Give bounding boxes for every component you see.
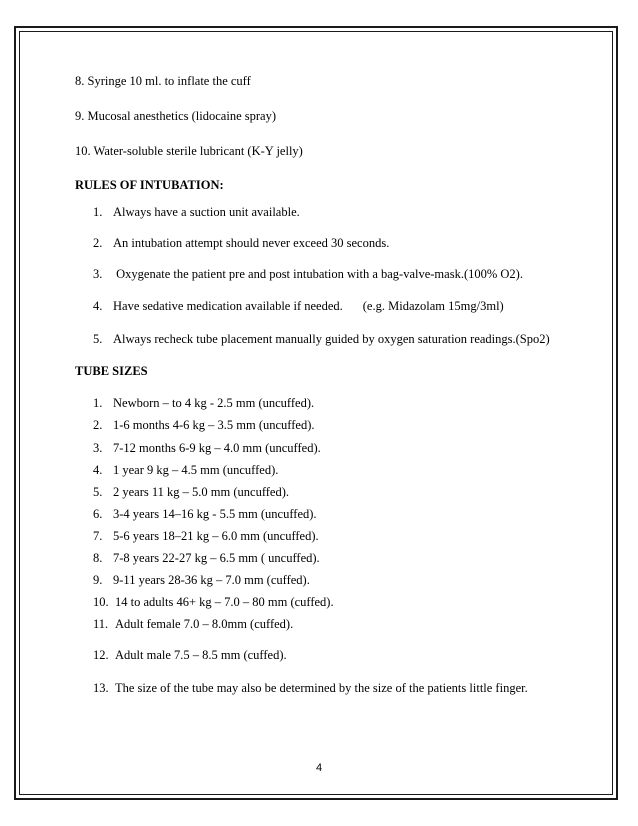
rule-item (93, 236, 389, 251)
tube-size-text: Adult male 7.5 – 8.5 mm (cuffed). (115, 648, 287, 662)
tube-size-text: The size of the tube may also be determined by the size of the patients little finger. (115, 681, 528, 695)
tube-size-number: 12. (93, 648, 109, 662)
tube-size-item (93, 507, 317, 522)
tube-size-item (93, 529, 319, 544)
tube-size-number: 3. (93, 441, 103, 455)
tube-size-item (93, 648, 287, 663)
tube-size-text: 2 years 11 kg – 5.0 mm (uncuffed). (113, 485, 290, 499)
tube-size-item (93, 617, 293, 632)
tube-size-number: 7. (93, 529, 103, 543)
page-number: 4 (315, 762, 323, 774)
rule-text: An intubation attempt should never exceed 30 seconds. (113, 236, 390, 250)
rule-extra-text: (e.g. Midazolam 15mg/3ml) (362, 299, 504, 313)
tube-size-number: 1. (93, 396, 103, 410)
tube-size-text: Newborn – to 4 kg - 2.5 mm (uncuffed). (113, 396, 315, 410)
tube-size-item (93, 551, 320, 566)
rule-number: 4. (93, 299, 103, 313)
rule-text: Oxygenate the patient pre and post intubation with a bag-valve-mask.(100% O2). (113, 267, 523, 281)
tube-size-item (93, 418, 314, 433)
rule-text: Have sedative medication available if needed. (113, 299, 343, 313)
tube-size-number: 5. (93, 485, 103, 499)
tube-size-number: 2. (93, 418, 103, 432)
tube-size-number: 11. (93, 617, 109, 631)
tube-size-item (93, 573, 310, 588)
tube-size-text: 7-12 months 6-9 kg – 4.0 mm (uncuffed). (113, 441, 321, 455)
rule-number: 3. (93, 267, 103, 281)
tube-size-item (93, 441, 321, 456)
rules-heading: RULES OF INTUBATION: (75, 178, 224, 192)
rule-item (93, 332, 550, 347)
rule-text: Always recheck tube placement manually guided by oxygen saturation readings.(Spo2) (113, 332, 550, 346)
tube-sizes-heading: TUBE SIZES (75, 364, 148, 378)
tube-size-text: 1 year 9 kg – 4.5 mm (uncuffed). (113, 463, 279, 477)
tube-size-number: 8. (93, 551, 103, 565)
rule-item (93, 267, 523, 282)
equipment-item-10: 10. Water-soluble sterile lubricant (K-Y jelly) (75, 144, 303, 158)
tube-size-number: 13. (93, 681, 109, 695)
rule-number: 1. (93, 205, 103, 219)
tube-size-item (93, 396, 314, 411)
tube-size-item (93, 463, 278, 478)
tube-size-text: 9-11 years 28-36 kg – 7.0 mm (cuffed). (113, 573, 310, 587)
tube-size-number: 4. (93, 463, 103, 477)
tube-size-number: 9. (93, 573, 103, 587)
rule-number: 5. (93, 332, 103, 346)
tube-size-text: Adult female 7.0 – 8.0mm (cuffed). (115, 617, 294, 631)
equipment-item-8: 8. Syringe 10 ml. to inflate the cuff (75, 74, 251, 88)
rule-number: 2. (93, 236, 103, 250)
tube-size-text: 5-6 years 18–21 kg – 6.0 mm (uncuffed). (113, 529, 319, 543)
tube-size-number: 6. (93, 507, 103, 521)
tube-size-text: 3-4 years 14–16 kg - 5.5 mm (uncuffed). (113, 507, 317, 521)
tube-size-item (93, 681, 528, 696)
rule-item (93, 299, 504, 314)
tube-size-text: 1-6 months 4-6 kg – 3.5 mm (uncuffed). (113, 418, 315, 432)
tube-size-text: 7-8 years 22-27 kg – 6.5 mm ( uncuffed). (113, 551, 320, 565)
equipment-item-9: 9. Mucosal anesthetics (lidocaine spray) (75, 109, 276, 123)
tube-size-item (93, 595, 334, 610)
rule-text: Always have a suction unit available. (113, 205, 300, 219)
tube-size-number: 10. (93, 595, 109, 609)
rule-item (93, 205, 300, 220)
tube-size-item (93, 485, 289, 500)
tube-size-text: 14 to adults 46+ kg – 7.0 – 80 mm (cuffed). (115, 595, 334, 609)
